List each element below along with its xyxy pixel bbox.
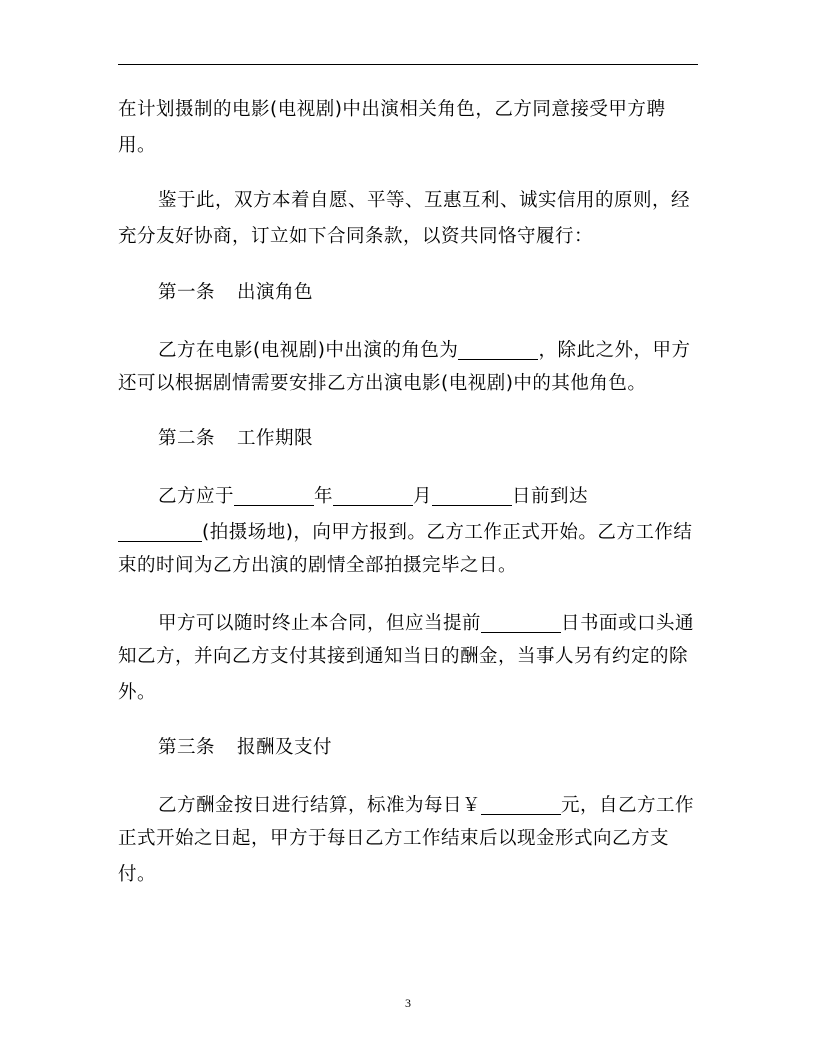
fill-blank-daily-rate (481, 792, 561, 815)
text: 充分友好协商，订立如下合同条款，以资共同恪守履行： (118, 226, 594, 247)
page-number: 3 (405, 996, 411, 1010)
text: 甲方可以随时终止本合同，但应当提前 (158, 613, 482, 634)
text: ，除此之外，甲方 (538, 340, 691, 361)
paragraph-line (118, 95, 665, 125)
article-heading (158, 278, 313, 308)
article-heading (158, 733, 332, 763)
article-title: 出演角色 (237, 282, 314, 303)
article-number: 第三条 (158, 737, 216, 758)
paragraph-line (118, 131, 156, 161)
text: (拍摄场地)，向甲方报到。乙方工作正式开始。乙方工作结 (202, 522, 693, 543)
paragraph-line (118, 369, 646, 399)
text: 日前到达 (512, 486, 589, 507)
text: 乙方酬金按日进行结算，标准为每日￥ (158, 795, 482, 816)
text: 月 (413, 486, 433, 507)
text: 用。 (118, 135, 157, 156)
text: 元，自乙方工作 (561, 795, 695, 816)
paragraph-line (118, 222, 593, 252)
paragraph-line (158, 479, 588, 509)
text: 日书面或口头通 (561, 613, 695, 634)
text: 鉴于此，双方本着自愿、平等、互惠互利、诚实信用的原则，经 (158, 190, 691, 211)
text: 年 (314, 486, 334, 507)
paragraph-line (158, 788, 694, 818)
fill-blank-day (432, 483, 512, 506)
article-number: 第一条 (158, 282, 216, 303)
paragraph-line (118, 824, 669, 854)
paragraph-line (118, 642, 688, 672)
article-title: 报酬及支付 (237, 737, 333, 758)
header-rule (118, 64, 698, 65)
text: 正式开始之日起，甲方于每日乙方工作结束后以现金形式向乙方支 (118, 828, 670, 849)
text: 束的时间为乙方出演的剧情全部拍摄完毕之日。 (118, 555, 518, 576)
paragraph-line (118, 678, 156, 708)
fill-blank-location (118, 519, 202, 542)
article-heading (158, 424, 313, 454)
text: 知乙方，并向乙方支付其接到通知当日的酬金，当事人另有约定的除 (118, 646, 689, 667)
paragraph-line (158, 186, 690, 216)
paragraph-line (158, 606, 694, 636)
fill-blank-year (234, 483, 314, 506)
fill-blank-notice-days (481, 610, 561, 633)
text: 乙方在电影(电视剧)中出演的角色为 (158, 340, 459, 361)
fill-blank-month (333, 483, 413, 506)
paragraph-line (118, 515, 692, 545)
text: 在计划摄制的电影(电视剧)中出演相关角色，乙方同意接受甲方聘 (118, 99, 666, 120)
fill-blank-role (458, 337, 538, 360)
text: 付。 (118, 864, 157, 885)
text: 外。 (118, 682, 157, 703)
article-number: 第二条 (158, 428, 216, 449)
paragraph-line (158, 333, 690, 363)
text: 乙方应于 (158, 486, 235, 507)
text: 还可以根据剧情需要安排乙方出演电影(电视剧)中的其他角色。 (118, 373, 647, 394)
article-title: 工作期限 (237, 428, 314, 449)
paragraph-line (118, 551, 517, 581)
paragraph-line (118, 860, 156, 890)
